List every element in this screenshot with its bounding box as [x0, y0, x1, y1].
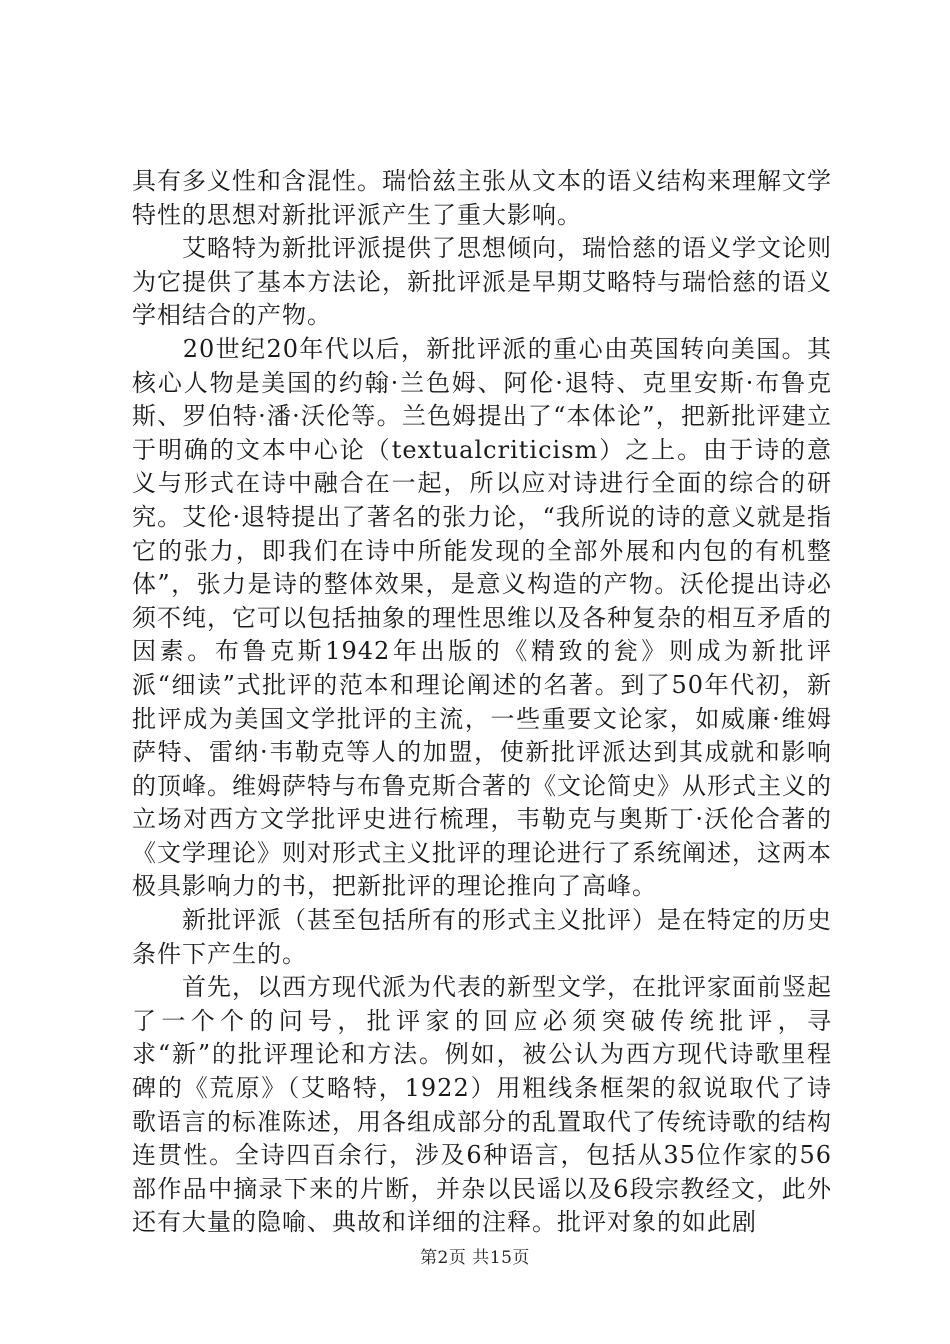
- page-number-footer: 第2页 共15页: [420, 1248, 530, 1268]
- paragraph: 20世纪20年代以后，新批评派的重心由英国转向美国。其核心人物是美国的约翰·兰色姆、阿伦·退特、克里安斯·布鲁克斯、罗伯特·潘·沃伦等。兰色姆提出了“本体论”，把新批评建立于明确的文本中心论（textualcriticism）之上。由于诗的意义与形式在诗中融合在一起，所以应对诗进行全面的综合的研究。艾伦·退特提出了著名的张力论，“我所说的诗的意义就是指它的张力，即我们在诗中所能发现的全部外展和内包的有机整体”，张力是诗的整体效果，是意义构造的产物。沃伦提出诗必须不纯，它可以包括抽象的理性思维以及各种复杂的相互矛盾的因素。布鲁克斯1942年出版的《精致的瓮》则成为新批评派“细读”式批评的范本和理论阐述的名著。到了50年代初，新批评成为美国文学批评的主流，一些重要文论家，如威廉·维姆萨特、雷纳·韦勒克等人的加盟，使新批评派达到其成就和影响的顶峰。维姆萨特与布鲁克斯合著的《文论简史》从形式主义的立场对西方文学批评史进行梳理，韦勒克与奥斯丁·沃伦合著的《文学理论》则对形式主义批评的理论进行了系统阐述，这两本极具影响力的书，把新批评的理论推向了高峰。: [132, 334, 832, 901]
- body-text: [132, 165, 832, 1240]
- paragraph: 首先，以西方现代派为代表的新型文学，在批评家面前竖起了一个个的问号，批评家的回应必须突破传统批评，寻求“新”的批评理论和方法。例如，被公认为西方现代诗歌里程碑的《荒原》（艾略特，1922）用粗线条框架的叙说取代了诗歌语言的标准陈述，用各组成部分的乱置取代了传统诗歌的结构连贯性。全诗四百余行，涉及6种语言，包括从35位作家的56部作品中摘录下来的片断，并杂以民谣以及6段宗教经文，此外还有大量的隐喻、典故和详细的注释。批评对象的如此剧: [132, 973, 832, 1237]
- paragraph: 艾略特为新批评派提供了思想倾向，瑞恰慈的语义学文论则为它提供了基本方法论，新批评派是早期艾略特与瑞恰慈的语义学相结合的产物。: [132, 234, 832, 330]
- paragraph: 具有多义性和含混性。瑞恰兹主张从文本的语义结构来理解文学特性的思想对新批评派产生了重大影响。: [132, 167, 832, 229]
- paragraph: 新批评派（甚至包括所有的形式主义批评）是在特定的历史条件下产生的。: [132, 906, 832, 968]
